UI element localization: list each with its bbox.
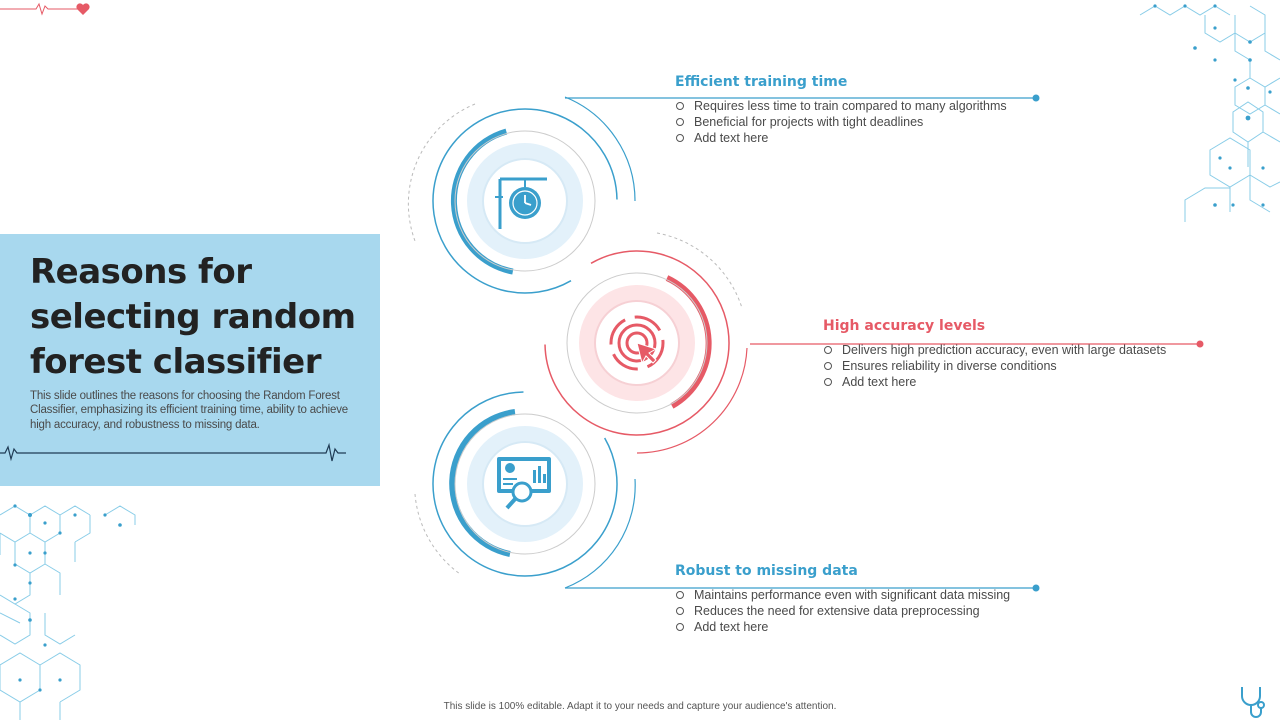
section-heading: Robust to missing data <box>675 563 858 579</box>
connector-dot-3 <box>1033 585 1040 592</box>
bullet-list <box>675 98 1007 146</box>
page-title: Reasons for selecting random forest classifier <box>30 252 356 382</box>
section-efficient-training <box>675 74 1007 146</box>
section-heading: Efficient training time <box>675 74 848 90</box>
hexagon-network-decoration <box>0 495 145 720</box>
list-item: Ensures reliability in diverse conditions <box>823 358 1166 374</box>
section-robust-missing-data <box>675 563 1010 635</box>
list-item: Add text here <box>675 619 1010 635</box>
connector-dot-1 <box>1033 95 1040 102</box>
stethoscope-icon <box>1236 684 1272 720</box>
list-item: Delivers high prediction accuracy, even with large datasets <box>823 342 1166 358</box>
list-item: Beneficial for projects with tight deadlines <box>675 114 1007 130</box>
section-heading: High accuracy levels <box>823 318 986 334</box>
list-item: Requires less time to train compared to many algorithms <box>675 98 1007 114</box>
heartbeat-heart-icon <box>0 0 100 20</box>
list-item: Reduces the need for extensive data preprocessing <box>675 603 1010 619</box>
connector-dot-2 <box>1197 341 1204 348</box>
target-cursor-icon <box>611 317 663 369</box>
list-item: Add text here <box>823 374 1166 390</box>
heartbeat-line-icon <box>0 440 350 466</box>
list-item: Add text here <box>675 130 1007 146</box>
bullet-list <box>675 587 1010 635</box>
section-high-accuracy <box>823 318 1166 390</box>
list-item: Maintains performance even with significant data missing <box>675 587 1010 603</box>
bullet-list <box>823 342 1166 390</box>
page-description: This slide outlines the reasons for choosing the Random Forest Classifier, emphasizing its efficient training time, ability to achieve high accuracy, and robustness to missing data. <box>30 390 348 431</box>
footer-note: This slide is 100% editable. Adapt it to your needs and capture your audience's attention. <box>443 701 837 712</box>
